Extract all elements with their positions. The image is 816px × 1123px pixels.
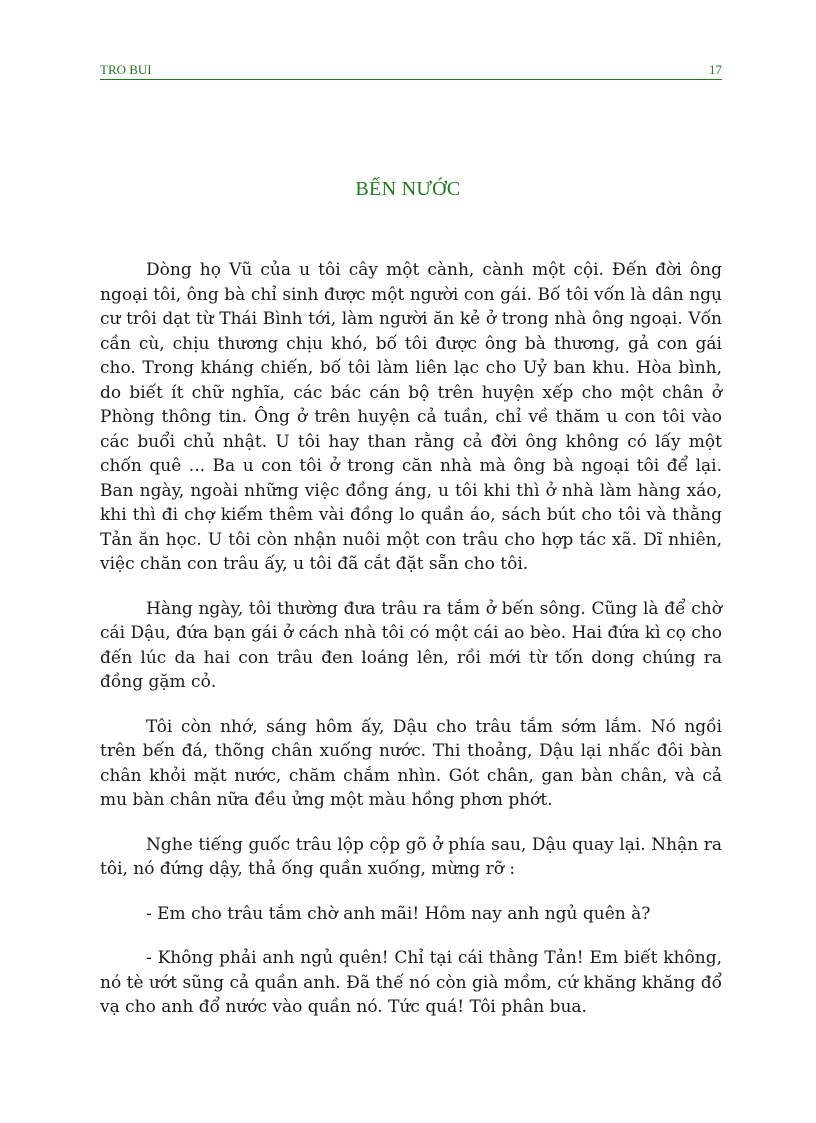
paragraph: Hàng ngày, tôi thường đưa trâu ra tắm ở bến sông. Cũng là để chờ cái Dậu, đứa bạn gái ở cách nhà tôi có một cái ao bèo. Hai đứa kì cọ cho đến lúc da hai con trâu đen loáng lên, rồi mới từ tốn dong chúng ra đồng gặm cỏ. [100, 598, 722, 692]
page-number: 17 [709, 62, 722, 77]
paragraph: Tôi còn nhớ, sáng hôm ấy, Dậu cho trâu tắm sớm lắm. Nó ngồi trên bến đá, thõng chân xuống nước. Thi thoảng, Dậu lại nhấc đôi bàn chân khỏi mặt nước, chăm chắm nhìn. Gót chân, gan bàn chân, và cả mu bàn chân nữa đều ửng một màu hồng phơn phớt. [100, 716, 722, 810]
paragraph: - Không phải anh ngủ quên! Chỉ tại cái thằng Tản! Em biết không, nó tè ướt sũng cả quần anh. Đã thế nó còn già mồm, cứ khăng khăng đổ vạ cho anh đổ nước vào quần nó. Tức quá! Tôi phân bua. [100, 948, 722, 1017]
paragraph: - Em cho trâu tắm chờ anh mãi! Hôm nay anh ngủ quên à? [146, 903, 651, 924]
running-header-title: TRO BUI [100, 62, 152, 77]
body-text [100, 258, 722, 1040]
chapter-title: BẾN NƯỚC [355, 178, 461, 200]
paragraph: Nghe tiếng guốc trâu lộp cộp gõ ở phía sau, Dậu quay lại. Nhận ra tôi, nó đứng dậy, thả ống quần xuống, mừng rỡ : [100, 834, 722, 879]
paragraph: Dòng họ Vũ của u tôi cây một cành, cành một cội. Đến đời ông ngoại tôi, ông bà chỉ sinh được một người con gái. Bố tôi vốn là dân ngụ cư trôi dạt từ Thái Bình tới, làm người ăn kẻ ở trong nhà ông ngoại. Vốn cần cù, chịu thương chịu khó, bố tôi được ông bà thương, gả con gái cho. Trong kháng chiến, bố tôi làm liên lạc cho Uỷ ban khu. Hòa bình, do biết ít chữ nghĩa, các bác cán bộ trên huyện xếp cho một chân ở Phòng thông tin. Ông ở trên huyện cả tuần, chỉ về thăm u con tôi vào các buổi chủ nhật. U tôi hay than rằng cả đời ông không có lấy một chốn quê ... Ba u con tôi ở trong căn nhà mà ông bà ngoại tôi để lại. Ban ngày, ngoài những việc đồng áng, u tôi khi thì ở nhà làm hàng xáo, khi thì đi chợ kiếm thêm vài đồng lo quần áo, sách bút cho tôi và thằng Tản ăn học. U tôi còn nhận nuôi một con trâu cho hợp tác xã. Dĩ nhiên, việc chăn con trâu ấy, u tôi đã cắt đặt sẵn cho tôi. [100, 260, 722, 574]
running-header [100, 62, 722, 80]
